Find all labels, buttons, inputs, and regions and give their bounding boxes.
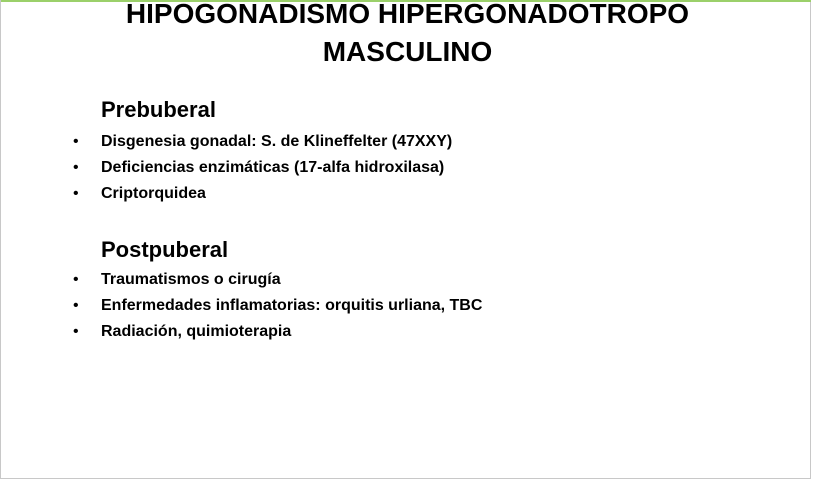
section-heading-postpuberal: Postpuberal — [101, 237, 229, 262]
bullet-icon: • — [73, 297, 79, 314]
bullet-icon: • — [73, 271, 79, 288]
slide-title-line-1: HIPOGONADISMO HIPERGONADOTROPO — [125, 0, 690, 29]
bullet-icon: • — [73, 323, 79, 340]
list-item-text: Deficiencias enzimáticas (17-alfa hidroxilasa) — [101, 159, 445, 176]
bullet-icon: • — [73, 133, 79, 150]
list-item-text: Traumatismos o cirugía — [101, 271, 281, 288]
bullet-icon: • — [73, 185, 79, 202]
slide-title-line-2: MASCULINO — [322, 36, 493, 67]
list-item-text: Disgenesia gonadal: S. de Klineffelter (47XXY) — [101, 133, 453, 150]
list-item-text: Criptorquidea — [101, 185, 206, 202]
bullet-icon: • — [73, 159, 79, 176]
list-item-text: Enfermedades inflamatorias: orquitis urliana, TBC — [101, 297, 483, 314]
list-item-text: Radiación, quimioterapia — [101, 323, 292, 340]
section-heading-prebuberal: Prebuberal — [101, 97, 216, 122]
